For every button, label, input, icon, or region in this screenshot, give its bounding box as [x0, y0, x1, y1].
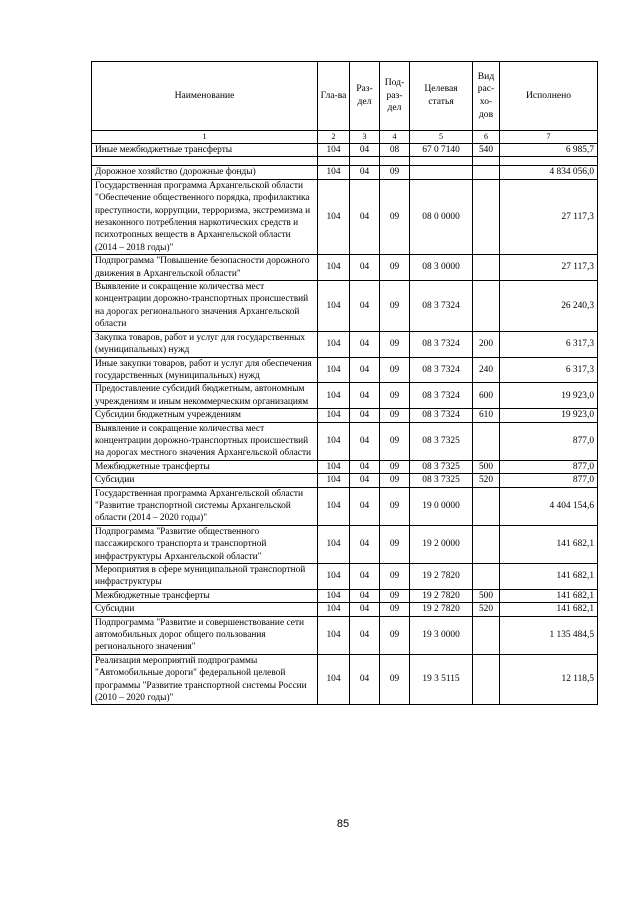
- table-row: [92, 144, 598, 157]
- row-glava: 104: [318, 616, 350, 654]
- row-glava: 104: [318, 525, 350, 563]
- row-vid-rashodov: [473, 157, 500, 166]
- row-ispolneno: 6 985,7: [500, 144, 598, 157]
- row-ispolneno: 6 317,3: [500, 331, 598, 357]
- row-ispolneno: 877,0: [500, 474, 598, 487]
- row-razdel: 04: [350, 589, 380, 602]
- row-glava: 104: [318, 383, 350, 409]
- row-ispolneno: 1 135 484,5: [500, 616, 598, 654]
- row-razdel: 04: [350, 460, 380, 473]
- row-razdel: 04: [350, 409, 380, 422]
- table-row: [92, 409, 598, 422]
- column-number: 5: [410, 131, 473, 144]
- row-vid-rashodov: 600: [473, 383, 500, 409]
- row-ispolneno: 19 923,0: [500, 383, 598, 409]
- row-razdel: 04: [350, 525, 380, 563]
- row-ispolneno: 27 117,3: [500, 255, 598, 281]
- row-name: Субсидии бюджетным учреждениям: [92, 409, 318, 422]
- row-razdel: 04: [350, 331, 380, 357]
- row-vid-rashodov: 520: [473, 603, 500, 616]
- row-razdel: 04: [350, 166, 380, 179]
- row-ispolneno: 877,0: [500, 460, 598, 473]
- row-ispolneno: 26 240,3: [500, 281, 598, 332]
- row-podrazdel: 09: [380, 383, 410, 409]
- table-row: [92, 357, 598, 383]
- table-row: [92, 564, 598, 590]
- row-celevaya-statya: 19 3 0000: [410, 616, 473, 654]
- row-name: Закупка товаров, работ и услуг для государственных (муниципальных) нужд: [92, 331, 318, 357]
- table-row: [92, 616, 598, 654]
- row-glava: 104: [318, 357, 350, 383]
- table-row: [92, 589, 598, 602]
- row-razdel: 04: [350, 564, 380, 590]
- row-vid-rashodov: [473, 564, 500, 590]
- row-vid-rashodov: [473, 525, 500, 563]
- row-vid-rashodov: [473, 179, 500, 254]
- budget-table: [91, 61, 598, 705]
- row-razdel: [350, 157, 380, 166]
- row-ispolneno: 27 117,3: [500, 179, 598, 254]
- row-name: Субсидии: [92, 603, 318, 616]
- row-name: Государственная программа Архангельской области "Развитие транспортной системы Архангельской области (2014 – 2020 годы)": [92, 487, 318, 525]
- row-glava: 104: [318, 422, 350, 460]
- row-podrazdel: 09: [380, 255, 410, 281]
- row-celevaya-statya: 19 2 7820: [410, 589, 473, 602]
- row-podrazdel: [380, 157, 410, 166]
- row-name: Иные межбюджетные трансферты: [92, 144, 318, 157]
- row-podrazdel: 08: [380, 144, 410, 157]
- row-podrazdel: 09: [380, 281, 410, 332]
- row-name: Иные закупки товаров, работ и услуг для обеспечения государственных (муниципальных) нужд: [92, 357, 318, 383]
- row-ispolneno: 4 834 056,0: [500, 166, 598, 179]
- row-razdel: 04: [350, 654, 380, 705]
- page-number: 85: [336, 818, 350, 830]
- row-name: Дорожное хозяйство (дорожные фонды): [92, 166, 318, 179]
- row-name: Выявление и сокращение количества мест концентрации дорожно-транспортных происшествий на дорогах местного значения Архангельской области: [92, 422, 318, 460]
- header-glava: Гла-ва: [318, 62, 350, 131]
- row-glava: 104: [318, 603, 350, 616]
- row-ispolneno: 877,0: [500, 422, 598, 460]
- table-row: [92, 383, 598, 409]
- row-razdel: 04: [350, 255, 380, 281]
- row-podrazdel: 09: [380, 589, 410, 602]
- row-celevaya-statya: 08 3 7325: [410, 460, 473, 473]
- row-vid-rashodov: [473, 255, 500, 281]
- table-row: [92, 166, 598, 179]
- table-row: [92, 474, 598, 487]
- row-podrazdel: 09: [380, 331, 410, 357]
- table-row: [92, 487, 598, 525]
- row-vid-rashodov: [473, 166, 500, 179]
- row-glava: 104: [318, 654, 350, 705]
- row-podrazdel: 09: [380, 409, 410, 422]
- row-podrazdel: 09: [380, 564, 410, 590]
- row-celevaya-statya: 19 2 0000: [410, 525, 473, 563]
- row-celevaya-statya: 08 3 7324: [410, 383, 473, 409]
- row-celevaya-statya: [410, 166, 473, 179]
- row-podrazdel: 09: [380, 603, 410, 616]
- row-ispolneno: 141 682,1: [500, 589, 598, 602]
- row-razdel: 04: [350, 357, 380, 383]
- row-glava: 104: [318, 460, 350, 473]
- row-ispolneno: 19 923,0: [500, 409, 598, 422]
- row-glava: 104: [318, 281, 350, 332]
- row-celevaya-statya: 08 3 7324: [410, 409, 473, 422]
- row-celevaya-statya: 08 0 0000: [410, 179, 473, 254]
- row-podrazdel: 09: [380, 357, 410, 383]
- row-razdel: 04: [350, 474, 380, 487]
- row-celevaya-statya: 08 3 7324: [410, 281, 473, 332]
- header-vid-rashodov: Вид рас-хо-дов: [473, 62, 500, 131]
- column-number: 7: [500, 131, 598, 144]
- table-row: [92, 281, 598, 332]
- row-celevaya-statya: 08 3 7325: [410, 474, 473, 487]
- row-vid-rashodov: 520: [473, 474, 500, 487]
- row-name: Межбюджетные трансферты: [92, 460, 318, 473]
- table-row: [92, 654, 598, 705]
- row-name: Предоставление субсидий бюджетным, автономным учреждениям и иным некоммерческим организациям: [92, 383, 318, 409]
- row-ispolneno: 141 682,1: [500, 525, 598, 563]
- row-podrazdel: 09: [380, 525, 410, 563]
- column-number-row: [92, 131, 598, 144]
- row-celevaya-statya: 19 2 7820: [410, 564, 473, 590]
- row-razdel: 04: [350, 422, 380, 460]
- row-glava: 104: [318, 331, 350, 357]
- row-ispolneno: [500, 157, 598, 166]
- row-glava: 104: [318, 144, 350, 157]
- row-glava: 104: [318, 589, 350, 602]
- row-celevaya-statya: 67 0 7140: [410, 144, 473, 157]
- column-number: 2: [318, 131, 350, 144]
- row-podrazdel: 09: [380, 654, 410, 705]
- row-glava: 104: [318, 474, 350, 487]
- row-razdel: 04: [350, 487, 380, 525]
- row-vid-rashodov: 610: [473, 409, 500, 422]
- row-name: Выявление и сокращение количества мест концентрации дорожно-транспортных происшествий на дорогах регионального значения Архангельской области: [92, 281, 318, 332]
- header-ispolneno: Исполнено: [500, 62, 598, 131]
- row-name: Межбюджетные трансферты: [92, 589, 318, 602]
- row-podrazdel: 09: [380, 422, 410, 460]
- table-row: [92, 422, 598, 460]
- row-vid-rashodov: [473, 487, 500, 525]
- row-name: Субсидии: [92, 474, 318, 487]
- row-name: Мероприятия в сфере муниципальной транспортной инфраструктуры: [92, 564, 318, 590]
- table-body: [92, 144, 598, 705]
- row-vid-rashodov: [473, 281, 500, 332]
- row-ispolneno: 6 317,3: [500, 357, 598, 383]
- row-razdel: 04: [350, 603, 380, 616]
- row-podrazdel: 09: [380, 487, 410, 525]
- column-number: 3: [350, 131, 380, 144]
- table-row: [92, 157, 598, 166]
- header-name: Наименование: [92, 62, 318, 131]
- row-name: [92, 157, 318, 166]
- row-razdel: 04: [350, 179, 380, 254]
- row-podrazdel: 09: [380, 179, 410, 254]
- header-razdel: Раз-дел: [350, 62, 380, 131]
- table-row: [92, 603, 598, 616]
- row-razdel: 04: [350, 383, 380, 409]
- row-ispolneno: 4 404 154,6: [500, 487, 598, 525]
- header-celevaya-statya: Целевая статья: [410, 62, 473, 131]
- row-glava: 104: [318, 487, 350, 525]
- row-podrazdel: 09: [380, 166, 410, 179]
- row-celevaya-statya: 08 3 7325: [410, 422, 473, 460]
- row-celevaya-statya: 08 3 7324: [410, 331, 473, 357]
- row-glava: 104: [318, 179, 350, 254]
- row-celevaya-statya: [410, 157, 473, 166]
- row-vid-rashodov: [473, 616, 500, 654]
- row-vid-rashodov: [473, 654, 500, 705]
- row-podrazdel: 09: [380, 460, 410, 473]
- column-number: 1: [92, 131, 318, 144]
- row-ispolneno: 141 682,1: [500, 603, 598, 616]
- row-celevaya-statya: 19 0 0000: [410, 487, 473, 525]
- row-podrazdel: 09: [380, 474, 410, 487]
- column-number: 6: [473, 131, 500, 144]
- row-celevaya-statya: 19 3 5115: [410, 654, 473, 705]
- row-ispolneno: 12 118,5: [500, 654, 598, 705]
- row-glava: 104: [318, 564, 350, 590]
- row-razdel: 04: [350, 144, 380, 157]
- row-glava: 104: [318, 166, 350, 179]
- row-glava: 104: [318, 409, 350, 422]
- header-podrazdel: Под-раз-дел: [380, 62, 410, 131]
- row-vid-rashodov: 240: [473, 357, 500, 383]
- row-name: Подпрограмма "Повышение безопасности дорожного движения в Архангельской области": [92, 255, 318, 281]
- table-row: [92, 331, 598, 357]
- table-row: [92, 525, 598, 563]
- row-name: Государственная программа Архангельской области "Обеспечение общественного порядка, профилактика преступности, коррупции, терроризма, экстремизма и незаконного потребления наркотических средств и психотропных веществ в Архангельской области (2014 – 2018 годы)": [92, 179, 318, 254]
- row-celevaya-statya: 19 2 7820: [410, 603, 473, 616]
- row-vid-rashodov: [473, 422, 500, 460]
- table-row: [92, 179, 598, 254]
- row-celevaya-statya: 08 3 0000: [410, 255, 473, 281]
- row-ispolneno: 141 682,1: [500, 564, 598, 590]
- table-header-row: [92, 62, 598, 131]
- row-podrazdel: 09: [380, 616, 410, 654]
- row-celevaya-statya: 08 3 7324: [410, 357, 473, 383]
- row-name: Подпрограмма "Развитие и совершенствование сети автомобильных дорог общего пользования регионального значения": [92, 616, 318, 654]
- row-name: Реализация мероприятий подпрограммы "Автомобильные дороги" федеральной целевой программы "Развитие транспортной системы России (2010 – 2020 годы)": [92, 654, 318, 705]
- row-vid-rashodov: 500: [473, 589, 500, 602]
- row-name: Подпрограмма "Развитие общественного пассажирского транспорта и транспортной инфраструктуры Архангельской области": [92, 525, 318, 563]
- table-row: [92, 255, 598, 281]
- row-razdel: 04: [350, 616, 380, 654]
- row-glava: [318, 157, 350, 166]
- row-vid-rashodov: 540: [473, 144, 500, 157]
- row-vid-rashodov: 200: [473, 331, 500, 357]
- table-row: [92, 460, 598, 473]
- row-vid-rashodov: 500: [473, 460, 500, 473]
- column-number: 4: [380, 131, 410, 144]
- row-glava: 104: [318, 255, 350, 281]
- row-razdel: 04: [350, 281, 380, 332]
